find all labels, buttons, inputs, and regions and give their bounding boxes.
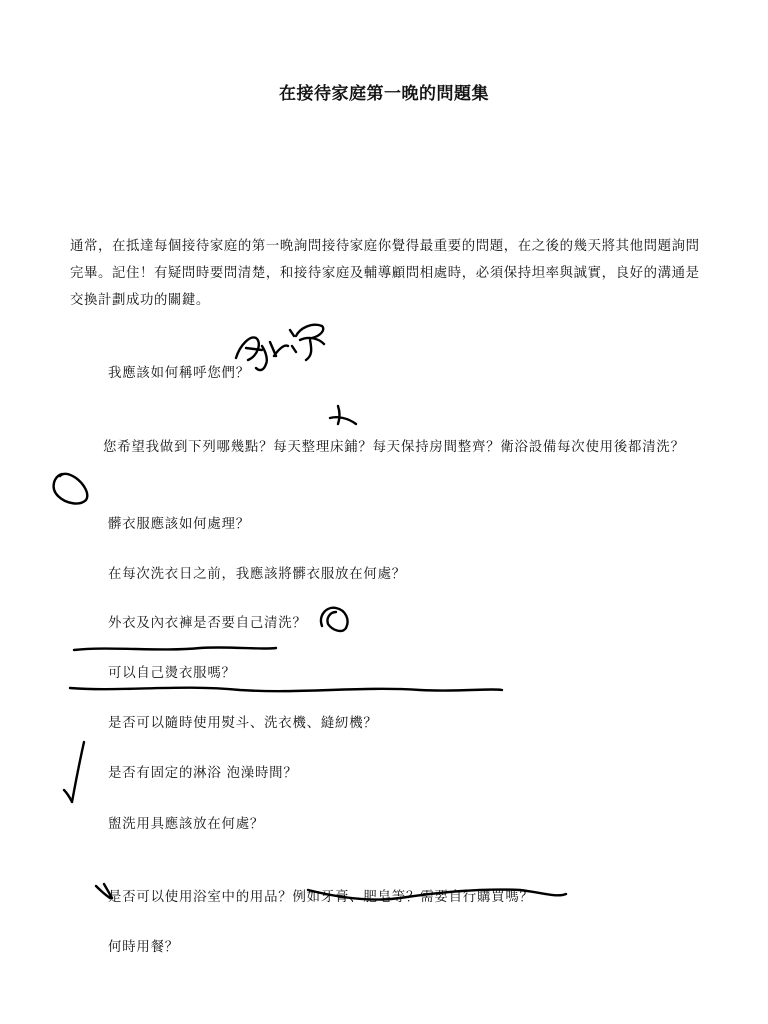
question-item: 是否有固定的淋浴 泡澡時間？ [108, 766, 298, 781]
handwritten-oval [54, 474, 88, 504]
handwritten-check [64, 742, 84, 802]
question-item: 髒衣服應該如何處理？ [108, 517, 250, 532]
question-item: 何時用餐？ [108, 940, 179, 955]
question-item: 您希望我做到下列哪幾點？每天整理床鋪？每天保持房間整齊？衛浴設備每次使用後都清洗？ [103, 440, 685, 455]
handwritten-underline [74, 647, 276, 650]
question-item: 是否可以使用浴室中的用品？例如牙膏、肥皂等？需要自行購買嗎？ [108, 890, 534, 905]
handwritten-underline [70, 688, 502, 691]
question-item: 是否可以隨時使用熨斗、洗衣機、縫紉機？ [108, 716, 378, 731]
question-item: 我應該如何稱呼您們？ [108, 366, 250, 381]
question-item: 盥洗用具應該放在何處？ [108, 817, 265, 832]
intro-paragraph: 通常，在抵達每個接待家庭的第一晚詢問接待家庭你覺得最重要的問題，在之後的幾天將其他問題詢問完畢。記住！有疑問時要問清楚，和接待家庭及輔導顧問相處時，必須保持坦率與誠實，良好的溝通是交換計劃成功的關鍵。 [70, 239, 700, 308]
question-item: 在每次洗衣日之前，我應該將髒衣服放在何處？ [108, 567, 407, 582]
question-item: 可以自己燙衣服嗎？ [108, 666, 236, 681]
handwritten-mark [330, 406, 356, 424]
handwritten-loop [321, 608, 348, 631]
question-item: 外衣及內衣褲是否要自己清洗？ [108, 616, 307, 631]
document-title: 在接待家庭第一晚的問題集 [279, 84, 489, 104]
